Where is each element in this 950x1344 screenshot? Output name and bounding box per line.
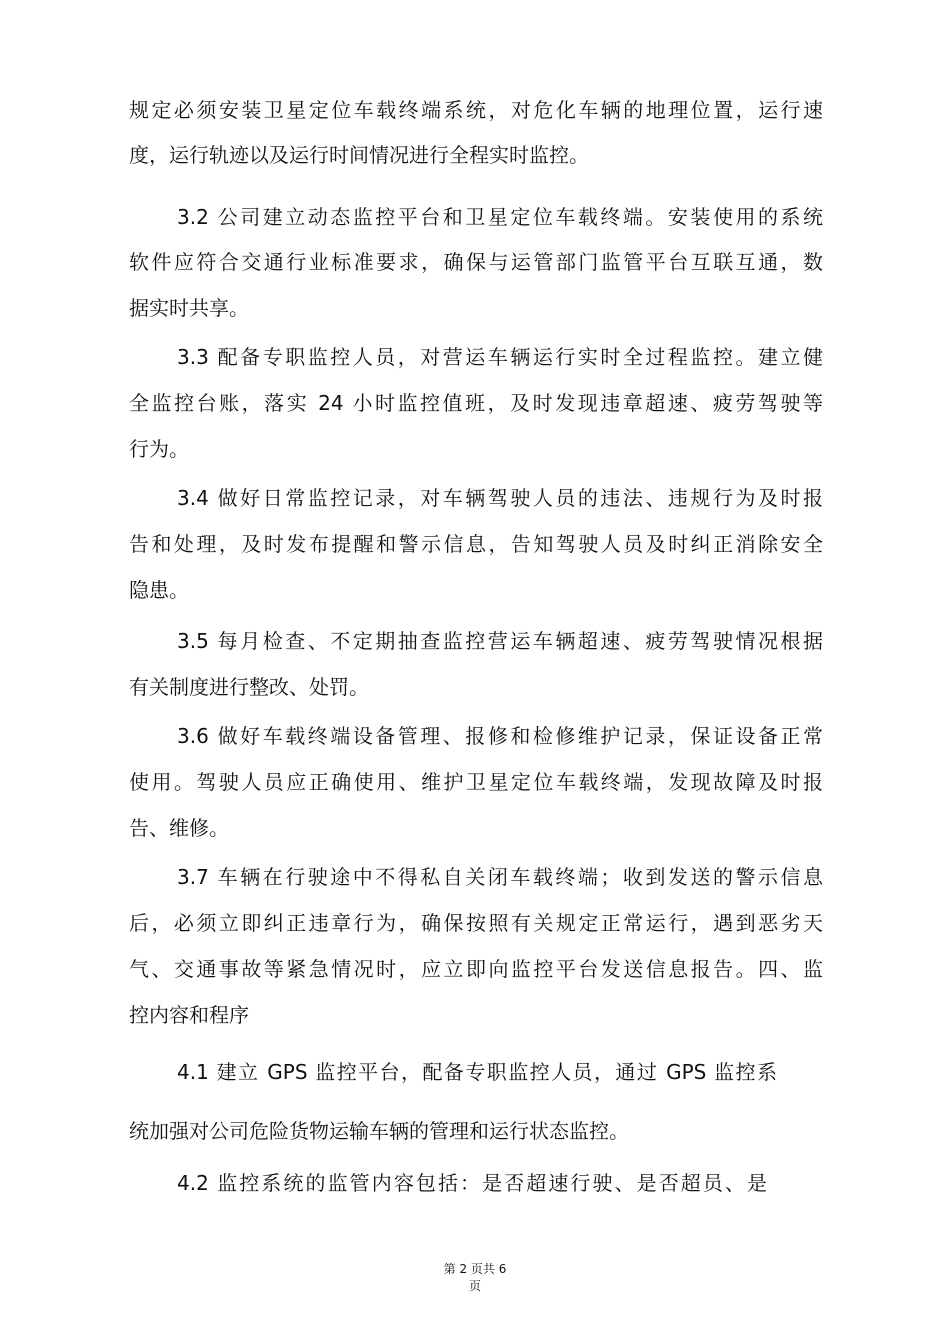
paragraph-line: 隐患。 <box>129 578 189 602</box>
paragraph-line: 软件应符合交通行业标准要求，确保与运管部门监管平台互联互通，数 <box>129 250 823 274</box>
paragraph-line: 全监控台账，落实 24 小时监控值班，及时发现违章超速、疲劳驾驶等 <box>129 391 823 415</box>
paragraph-line: 3.5 每月检查、不定期抽查监控营运车辆超速、疲劳驾驶情况根据 <box>177 629 823 653</box>
paragraph-line: 3.4 做好日常监控记录，对车辆驾驶人员的违法、违规行为及时报 <box>177 486 823 510</box>
page-number-footer: 第 2 页共 6 <box>443 1262 507 1276</box>
page-number-footer-continued: 页 <box>468 1279 481 1293</box>
paragraph-line: 告、维修。 <box>129 816 229 840</box>
paragraph-line: 4.2 监控系统的监管内容包括：是否超速行驶、是否超员、是 <box>177 1171 767 1195</box>
paragraph-line: 度，运行轨迹以及运行时间情况进行全程实时监控。 <box>129 143 589 167</box>
paragraph-line: 4.1 建立 GPS 监控平台，配备专职监控人员，通过 GPS 监控系 <box>177 1060 777 1084</box>
paragraph-line: 3.3 配备专职监控人员，对营运车辆运行实时全过程监控。建立健 <box>177 345 823 369</box>
paragraph-line: 有关制度进行整改、处罚。 <box>129 675 369 699</box>
paragraph-line: 统加强对公司危险货物运输车辆的管理和运行状态监控。 <box>129 1119 629 1143</box>
paragraph-line: 规定必须安装卫星定位车载终端系统，对危化车辆的地理位置，运行速 <box>129 98 823 122</box>
paragraph-line: 控内容和程序 <box>129 1003 249 1027</box>
paragraph-line: 后，必须立即纠正违章行为，确保按照有关规定正常运行，遇到恶劣天 <box>129 911 823 935</box>
paragraph-line: 使用。驾驶人员应正确使用、维护卫星定位车载终端，发现故障及时报 <box>129 770 823 794</box>
paragraph-line: 3.7 车辆在行驶途中不得私自关闭车载终端；收到发送的警示信息 <box>177 865 823 889</box>
paragraph-line: 行为。 <box>129 437 189 461</box>
paragraph-line: 据实时共享。 <box>129 296 249 320</box>
paragraph-line: 3.6 做好车载终端设备管理、报修和检修维护记录，保证设备正常 <box>177 724 823 748</box>
paragraph-line: 3.2 公司建立动态监控平台和卫星定位车载终端。安装使用的系统 <box>177 205 823 229</box>
paragraph-line: 告和处理，及时发布提醒和警示信息，告知驾驶人员及时纠正消除安全 <box>129 532 823 556</box>
paragraph-line: 气、交通事故等紧急情况时，应立即向监控平台发送信息报告。四、监 <box>129 957 823 981</box>
